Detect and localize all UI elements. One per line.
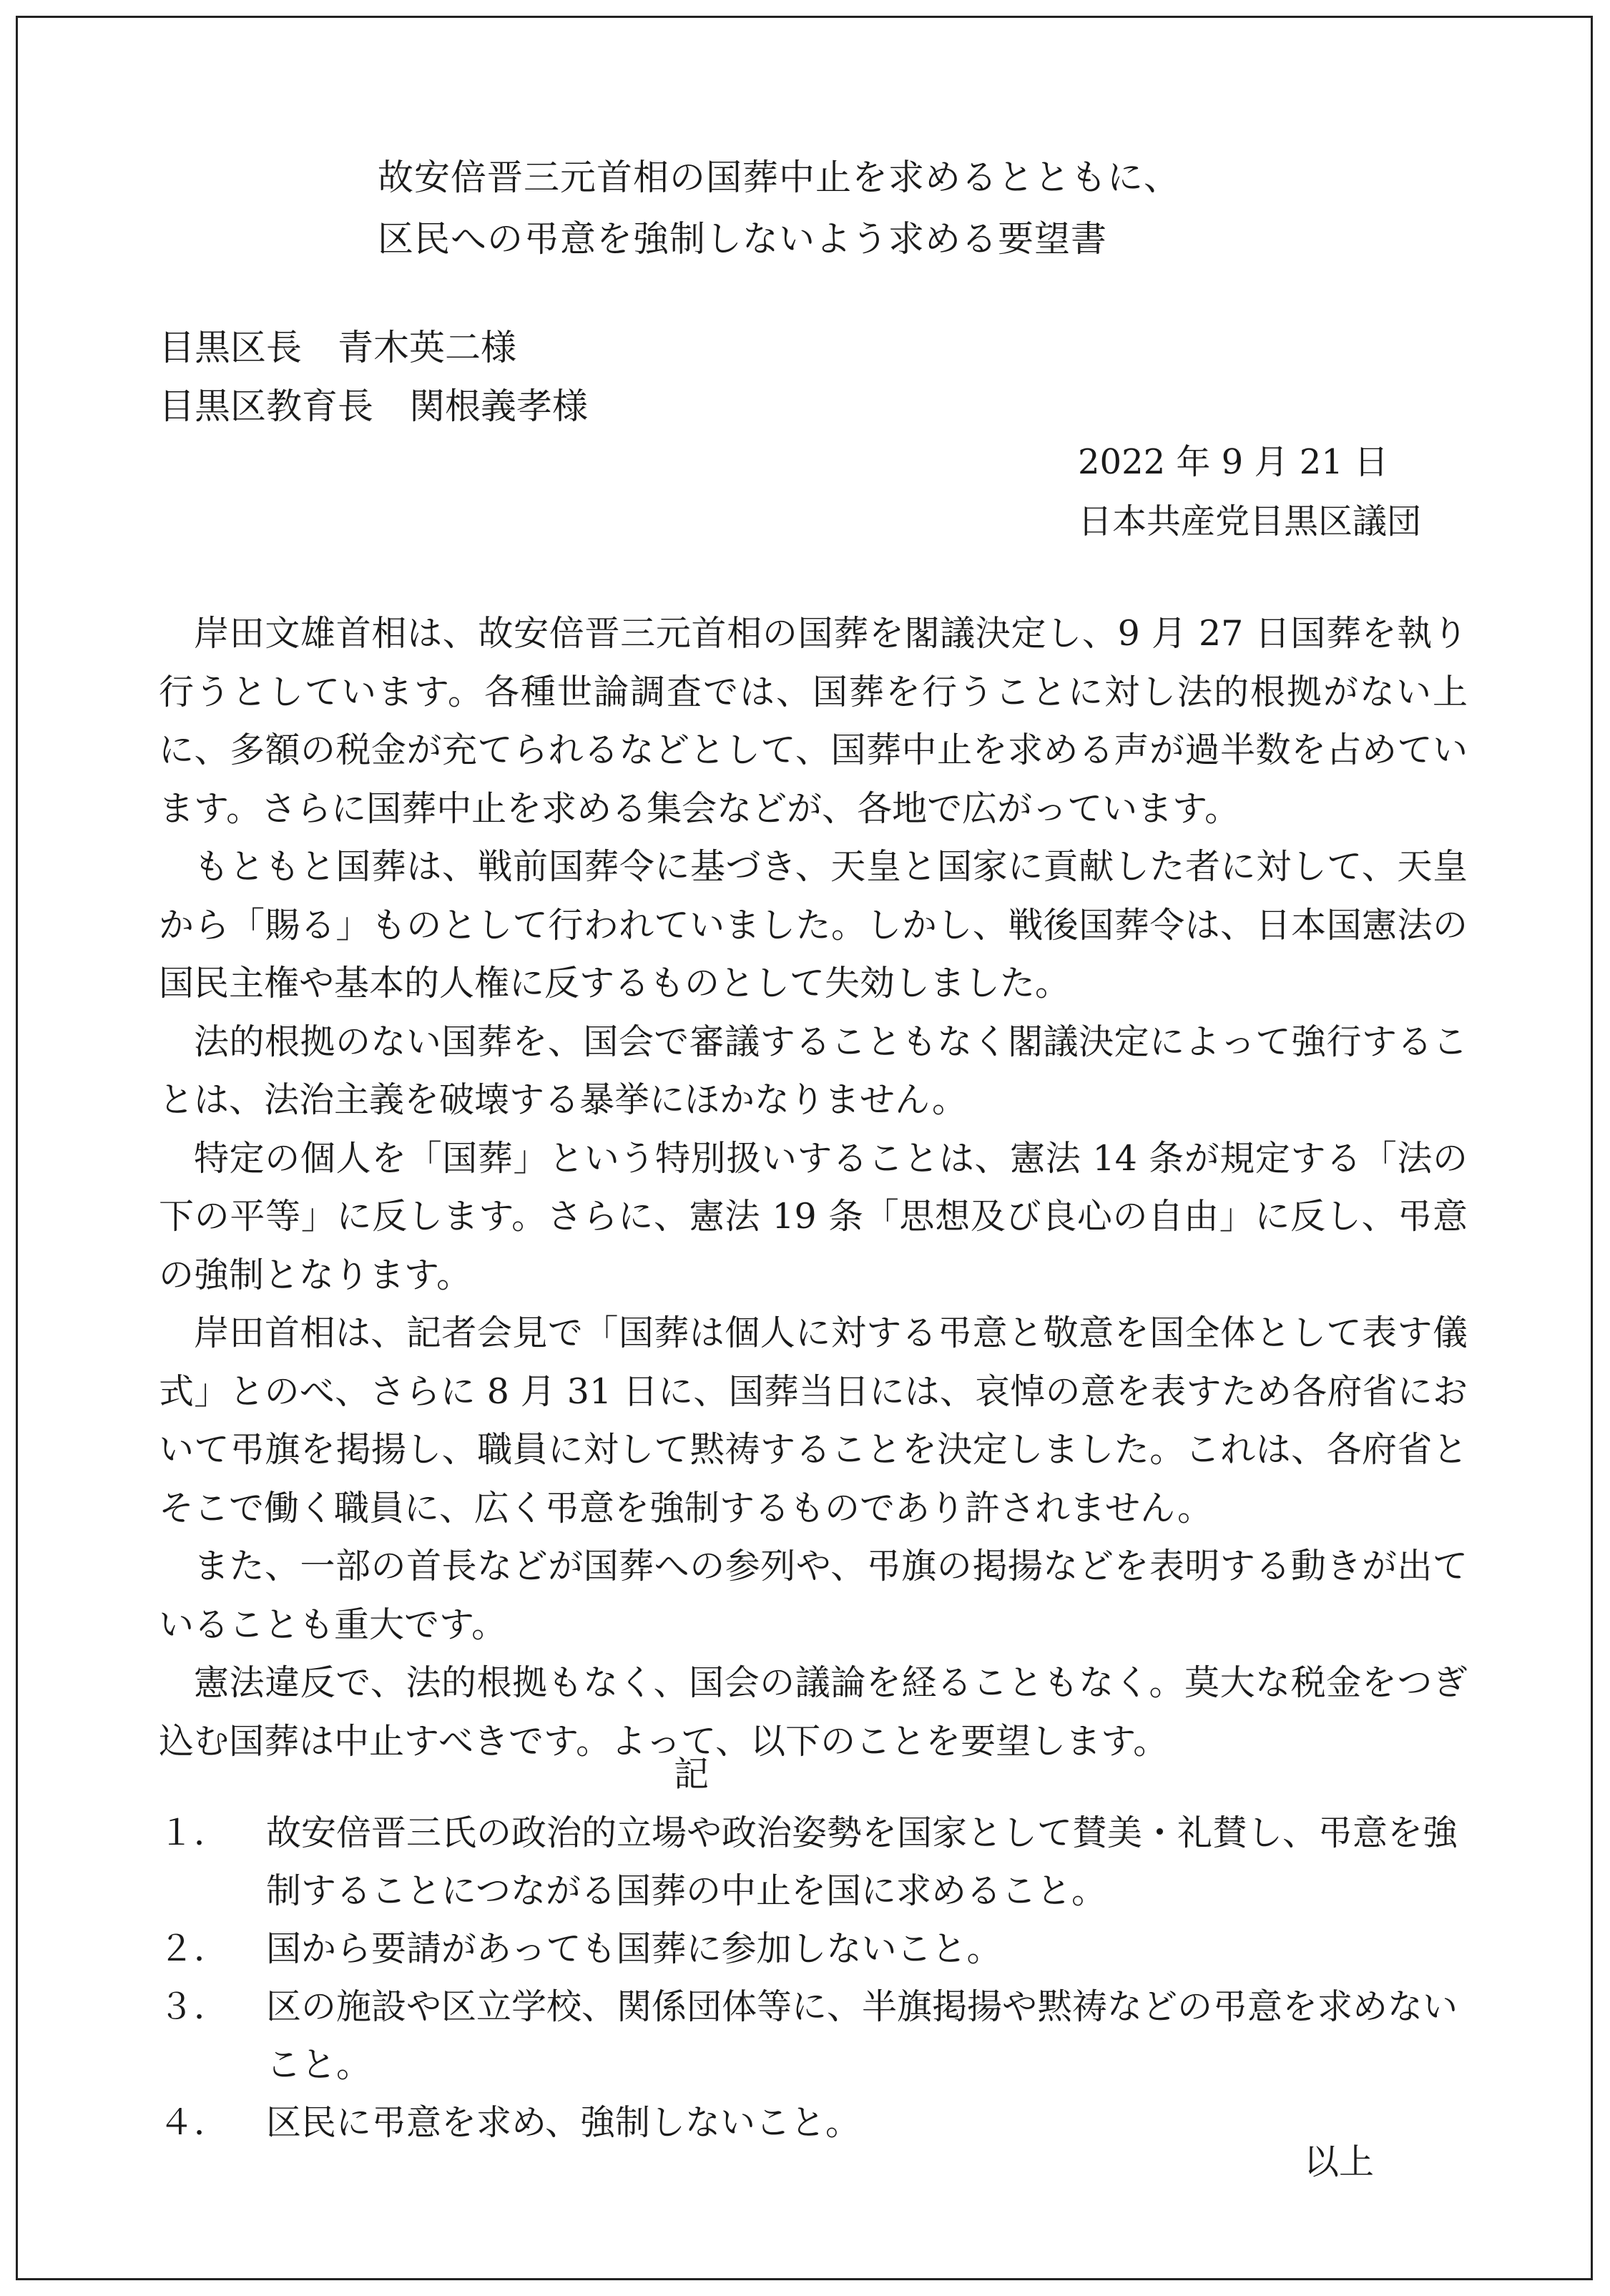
list-item bbox=[159, 1804, 1468, 1920]
list-item bbox=[159, 1920, 1468, 1978]
paragraph: 法的根拠のない国葬を、国会で審議することもなく閣議決定によって強行することは、法治主義を破壊する暴挙にほかなりません。 bbox=[159, 1021, 1468, 1120]
paragraph: 特定の個人を「国葬」という特別扱いすることは、憲法 14 条が規定する「法の下の平等」に反します。さらに、憲法 19 条「思想及び良心の自由」に反し、弔意の強制となります。 bbox=[159, 1137, 1468, 1295]
document-title bbox=[378, 147, 1180, 270]
request-list bbox=[159, 1804, 1468, 2152]
item-number: ２． bbox=[159, 1928, 230, 1969]
item-number: ４． bbox=[159, 2102, 230, 2143]
list-item bbox=[159, 2094, 1468, 2152]
document-body bbox=[159, 604, 1468, 1770]
ki-heading: 記 bbox=[674, 1754, 710, 1795]
paragraph: 憲法違反で、法的根拠もなく、国会の議論を経ることもなく。莫大な税金をつぎ込む国葬は中止すべきです。よって、以下のことを要望します。 bbox=[159, 1662, 1468, 1762]
title-line-2: 区民への弔意を強制しないよう求める要望書 bbox=[378, 218, 1107, 260]
item-text: 国から要請があっても国葬に参加しないこと。 bbox=[266, 1928, 1002, 1969]
paragraph: 岸田首相は、記者会見で「国葬は個人に対する弔意と敬意を国全体として表す儀式」とのべ、さらに 8 月 31 日に、国葬当日には、哀悼の意を表すため各府省において弔旗を掲揚し、職員に対して黙祷することを決定しました。これは、各府省とそこで働く職員に、広く弔意を強制するものであり許されません。 bbox=[159, 1313, 1468, 1529]
sender-name: 日本共産党目黒区議団 bbox=[1078, 501, 1422, 541]
addressee-mayor: 目黒区長 青木英二様 bbox=[159, 327, 516, 368]
paragraph: もともと国葬は、戦前国葬令に基づき、天皇と国家に貢献した者に対して、天皇から「賜る」ものとして行われていました。しかし、戦後国葬令は、日本国憲法の国民主権や基本的人権に反するものとして失効しました。 bbox=[159, 846, 1468, 1004]
item-number: １． bbox=[159, 1812, 230, 1853]
item-text: 区の施設や区立学校、関係団体等に、半旗掲揚や黙祷などの弔意を求めないこと。 bbox=[266, 1986, 1458, 2085]
addressee-block bbox=[159, 318, 588, 436]
item-text: 故安倍晋三氏の政治的立場や政治姿勢を国家として賛美・礼賛し、弔意を強制することにつながる国葬の中止を国に求めること。 bbox=[266, 1812, 1458, 1911]
item-text: 区民に弔意を求め、強制しないこと。 bbox=[266, 2102, 861, 2143]
closing-mark: 以上 bbox=[1304, 2142, 1375, 2182]
paragraph: 岸田文雄首相は、故安倍晋三元首相の国葬を閣議決定し、9 月 27 日国葬を執り行うとしています。各種世論調査では、国葬を行うことに対し法的根拠がない上に、多額の税金が充てられるなどとして、国葬中止を求める声が過半数を占めています。さらに国葬中止を求める集会などが、各地で広がっています。 bbox=[159, 613, 1468, 829]
list-item bbox=[159, 1978, 1468, 2094]
item-number: ３． bbox=[159, 1986, 230, 2027]
document-date: 2022 年 9 月 21 日 bbox=[1078, 442, 1389, 482]
title-line-1: 故安倍晋三元首相の国葬中止を求めるとともに、 bbox=[378, 157, 1180, 198]
addressee-education-superintendent: 目黒区教育長 関根義孝様 bbox=[159, 386, 588, 427]
paragraph: また、一部の首長などが国葬への参列や、弔旗の掲揚などを表明する動きが出ていることも重大です。 bbox=[159, 1546, 1468, 1645]
